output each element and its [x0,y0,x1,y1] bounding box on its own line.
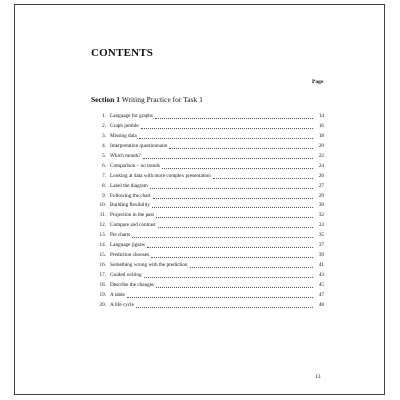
toc-entry-page: 18 [318,132,324,139]
dot-leader [139,132,313,139]
toc-entry [91,142,324,152]
toc-entry-page: 16 [318,122,324,129]
toc-entry-title: Building flexibility [110,202,150,209]
toc-entry-page: 29 [318,192,324,199]
toc-entry-number: 13. [99,232,106,239]
dot-leader [141,122,313,129]
dot-leader [136,301,313,308]
toc-entry-page: 37 [318,242,324,249]
toc-entry-number: 10. [99,202,106,209]
document-page [14,4,385,395]
toc-entry-page: 20 [318,142,324,149]
toc-entry [91,112,324,122]
page-number: 13 [315,374,321,380]
dot-leader [127,291,313,298]
table-of-contents [91,112,324,311]
toc-entry [91,251,324,261]
toc-entry-number: 16. [99,262,106,269]
toc-entry [91,291,324,301]
dot-leader [155,112,313,119]
section-number: Section 1 [91,95,120,104]
dot-leader [132,231,313,238]
toc-entry [91,182,324,192]
toc-entry-title: Describe the changes [110,281,155,288]
toc-entry-number: 18. [99,281,106,288]
toc-entry-number: 9. [102,192,106,199]
toc-entry [91,221,324,231]
toc-entry-title: Missing data [110,132,137,139]
contents-heading: CONTENTS [91,47,154,59]
toc-entry-title: Looking at data with more complex presentation [110,172,211,179]
toc-entry-page: 26 [318,172,324,179]
dot-leader [156,211,313,218]
toc-entry-page: 39 [318,252,324,259]
dot-leader [152,201,313,208]
toc-entry-number: 15. [99,252,106,259]
toc-entry-page: 33 [318,222,324,229]
toc-entry-title: Prediction chooses [110,252,150,259]
toc-entry [91,241,324,251]
toc-entry-number: 19. [99,291,106,298]
toc-entry-number: 17. [99,272,106,278]
toc-entry-page: 43 [318,272,324,278]
toc-entry-page: 22 [318,152,324,159]
toc-entry-title: Interpretation questionnaire [110,142,168,149]
dot-leader [190,261,313,268]
toc-entry-title: Graph jumble [110,122,139,129]
toc-entry-number: 12. [99,222,106,229]
toc-entry-page: 27 [318,182,324,189]
toc-entry-number: 6. [102,162,106,169]
toc-entry-title: Language jigsaw [110,242,146,249]
toc-entry-title: A life cycle [110,301,134,308]
dot-leader [156,281,313,288]
toc-entry-title: Label the diagram [110,182,148,189]
dot-leader [147,241,313,248]
toc-entry-number: 2. [102,122,106,129]
toc-entry [91,271,324,281]
page-column-label: Page [312,79,324,85]
toc-entry-title: Compare and contrast [110,222,156,229]
toc-entry-page: 48 [318,301,324,308]
section-title: Writing Practice for Task 1 [121,95,203,104]
toc-entry-number: 3. [102,132,106,139]
dot-leader [162,162,313,169]
toc-entry-page: 14 [318,113,324,119]
toc-entry [91,201,324,211]
toc-entry-title: Which month? [110,152,141,159]
toc-entry-title: Projection in the past [110,212,154,219]
toc-entry [91,281,324,291]
dot-leader [158,221,313,228]
toc-entry-page: 45 [318,281,324,288]
toc-entry-page: 47 [318,291,324,298]
toc-entry-number: 20. [99,301,106,308]
toc-entry [91,211,324,221]
toc-entry-number: 5. [102,152,106,159]
toc-entry-title: Guided writing [110,272,142,278]
dot-leader [143,152,313,159]
toc-entry-number: 7. [102,172,106,179]
dot-leader [169,142,313,149]
toc-entry-page: 32 [318,212,324,219]
toc-entry-page: 41 [318,262,324,269]
toc-entry-number: 4. [102,142,106,149]
toc-entry [91,152,324,162]
toc-entry-page: 30 [318,202,324,209]
toc-entry-page: 35 [318,232,324,239]
dot-leader [144,271,313,278]
toc-entry-title: Language for graphs [110,113,153,119]
toc-entry [91,192,324,202]
toc-entry [91,122,324,132]
dot-leader [151,251,313,258]
dot-leader [153,192,313,199]
toc-entry-title: A table [110,291,125,298]
dot-leader [150,182,313,189]
toc-entry [91,261,324,271]
toc-entry [91,172,324,182]
toc-entry-title: Pie charts [110,232,131,239]
section-heading [91,95,203,104]
toc-entry-title: Comparison – no trends [110,162,160,169]
toc-entry [91,231,324,241]
dot-leader [213,172,313,179]
toc-entry [91,132,324,142]
toc-entry [91,162,324,172]
toc-entry-page: 24 [318,162,324,169]
toc-entry [91,301,324,311]
toc-entry-number: 11. [99,212,106,219]
toc-entry-title: Something wrong with the prediction [110,262,188,269]
toc-entry-title: Following the chart [110,192,151,199]
toc-entry-number: 14. [99,242,106,249]
toc-entry-number: 1. [102,113,106,119]
toc-entry-number: 8. [102,182,106,189]
